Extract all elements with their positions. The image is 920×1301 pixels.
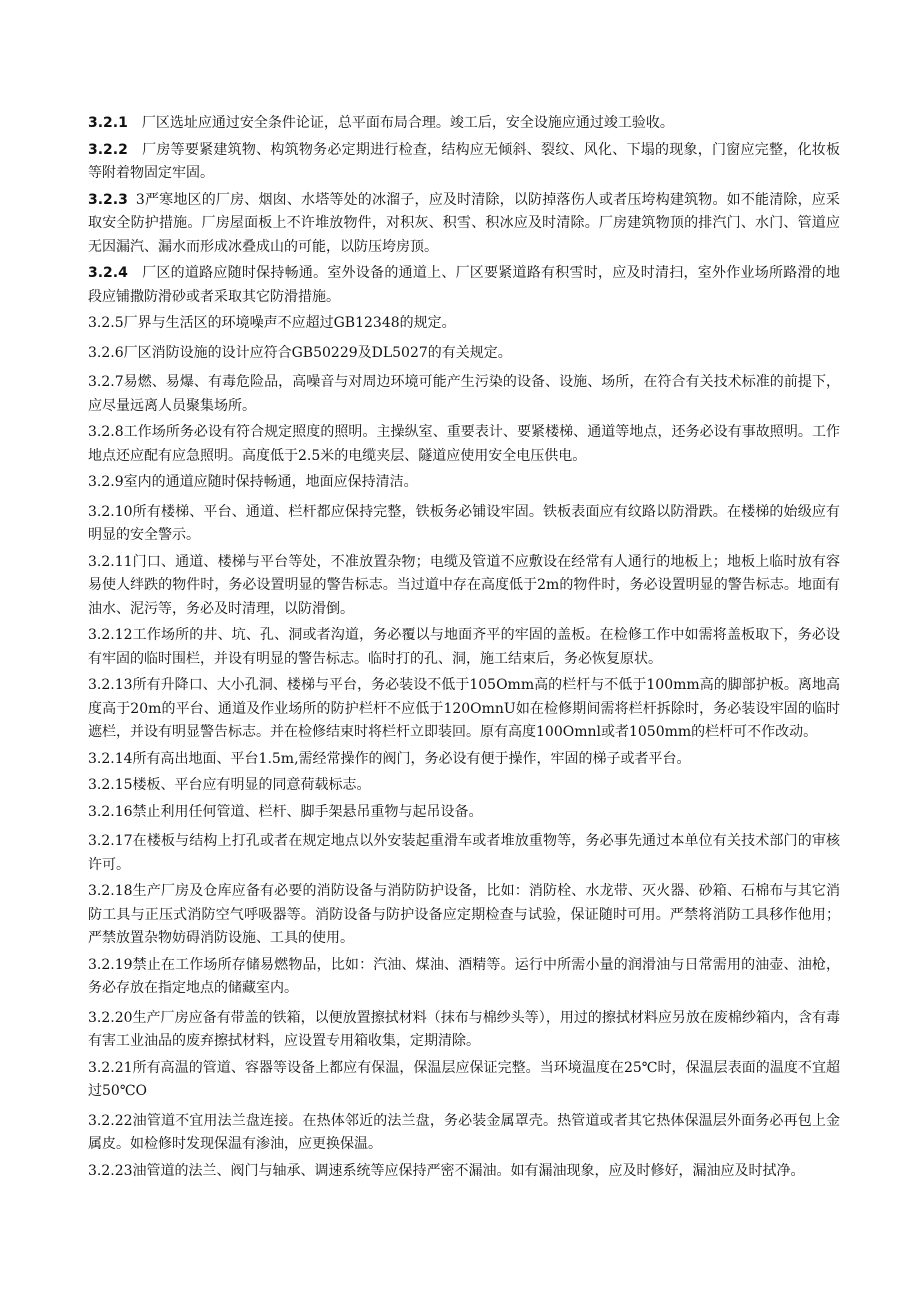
clause-text: 厂房等要紧建筑物、构筑物务必定期进行检查，结构应无倾斜、裂纹、风化、下塌的现象，门窗应完整，化妆板等附着物固定牢固。 — [88, 141, 840, 181]
clause-number: 3.2.12 — [88, 627, 133, 643]
clause-text: 在楼板与结构上打孔或者在规定地点以外安装起重滑车或者堆放重物等，务必事先通过本单位有关技术部门的审核许可。 — [88, 833, 840, 873]
clause-text: 禁止在工作场所存储易燃物品，比如：汽油、煤油、酒精等。运行中所需小量的润滑油与日常需用的油壶、油枪，务必存放在指定地点的储藏室内。 — [88, 956, 840, 996]
clause-number: 3.2.18 — [88, 883, 133, 899]
clause-text: 油管道的法兰、阀门与轴承、调速系统等应保持严密不漏油。如有漏油现象，应及时修好，漏油应及时拭净。 — [132, 1162, 805, 1179]
clause-3-2-11 — [88, 551, 840, 622]
clause-3-2-9 — [88, 471, 840, 495]
clause-text: 所有高出地面、平台1.5m,需经常操作的阀门，务必设有便于操作，牢固的梯子或者平台。 — [132, 750, 691, 767]
clause-number: 3.2.3 — [88, 191, 128, 208]
clause-number: 3.2.2 — [88, 141, 128, 158]
clause-number: 3.2.22 — [88, 1112, 133, 1129]
clause-3-2-4 — [88, 262, 840, 309]
clause-3-2-19 — [88, 954, 840, 1001]
clause-3-2-16 — [88, 801, 840, 825]
clause-number: 3.2.17 — [88, 833, 133, 849]
clause-text: 厂区选址应通过安全条件论证，总平面布局合理。竣工后，安全设施应通过竣工验收。 — [141, 115, 674, 131]
clause-text: 厂区消防设施的设计应符合GB50229及DL5027的有关规定。 — [123, 344, 512, 361]
clause-text: 楼板、平台应有明显的同意荷载标志。 — [132, 777, 371, 793]
clause-3-2-15 — [88, 774, 840, 798]
clause-3-2-22 — [88, 1110, 840, 1157]
clause-3-2-20 — [88, 1007, 840, 1054]
clause-text: 油管道不宜用法兰盘连接。在热体邻近的法兰盘，务必装金属罩壳。热管道或者其它热体保温层外面务必再包上金属皮。如检修时发现保温有渗油，应更换保温。 — [88, 1112, 840, 1152]
clause-number: 3.2.11 — [88, 553, 133, 570]
clause-text: 易燃、易爆、有毒危险品，高噪音与对周边环境可能产生污染的设备、设施、场所，在符合有关技术标准的前提下，应尽量远离人员聚集场所。 — [88, 374, 840, 414]
clause-3-2-6 — [88, 342, 840, 366]
clause-3-2-3 — [88, 189, 840, 260]
clause-text: 所有升降口、大小孔洞、楼梯与平台，务必装设不低于105Omm高的栏杆与不低于100mm高的脚部护板。离地高度高于20m的平台、通道及作业场所的防护栏杆不应低于120OmnU如在检修期间需将栏杆拆除时，务必装设牢固的临时遮栏，并设有明显警告标志。并在检修结束时将栏杆立即装回。原有高度100Omnl或者1050mm的栏杆可不作改动。 — [88, 677, 840, 740]
clause-3-2-21 — [88, 1057, 840, 1104]
clause-text: 厂区的道路应随时保持畅通。室外设备的通道上、厂区要紧道路有积雪时，应及时清扫，室外作业场所路滑的地段应铺撒防滑砂或者采取其它防滑措施。 — [88, 265, 840, 305]
clause-number: 3.2.9 — [88, 474, 124, 490]
clause-3-2-1 — [88, 112, 840, 136]
clause-number: 3.2.6 — [88, 344, 124, 361]
clause-3-2-17 — [88, 830, 840, 877]
clause-number: 3.2.7 — [88, 374, 124, 390]
clause-3-2-18 — [88, 880, 840, 951]
clause-number: 3.2.8 — [88, 424, 124, 440]
clause-number: 3.2.20 — [88, 1009, 133, 1026]
clause-number: 3.2.16 — [88, 803, 133, 820]
clause-text: 3严寒地区的厂房、烟囱、水塔等处的冰溜子，应及时清除，以防掉落伤人或者压垮构建筑物。如不能清除，应采取安全防护措施。厂房屋面板上不许堆放物件，对积灰、积雪、积冰应及时清除。厂房建筑物顶的排汽门、水门、管道应无因漏汽、漏水而形成冰叠成山的可能，以防压垮房顶。 — [88, 191, 840, 255]
clause-3-2-12 — [88, 624, 840, 671]
clause-3-2-23 — [88, 1160, 840, 1184]
clause-text: 所有楼梯、平台、通道、栏杆都应保持完整，铁板务必铺设牢固。铁板表面应有纹路以防滑跌。在楼梯的始级应有明显的安全警示。 — [88, 503, 840, 543]
clause-3-2-10 — [88, 501, 840, 548]
clause-text: 工作场所务必设有符合规定照度的照明。主操纵室、重要表计、要紧楼梯、通道等地点，还务必设有事故照明。工作地点还应配有应急照明。高度低于2.5米的电缆夹层、隧道应使用安全电压供电。 — [88, 424, 840, 464]
clause-text: 生产厂房及仓库应备有必要的消防设备与消防防护设备，比如：消防栓、水龙带、灭火器、砂箱、石棉布与其它消防工具与正压式消防空气呼吸器等。消防设备与防护设备应定期检查与试验，保证随时可用。严禁将消防工具移作他用；严禁放置杂物妨碍消防设施、工具的使用。 — [88, 883, 840, 946]
clause-number: 3.2.23 — [88, 1162, 133, 1179]
clause-number: 3.2.13 — [88, 677, 133, 693]
clause-number: 3.2.5 — [88, 315, 124, 331]
clause-number: 3.2.14 — [88, 750, 133, 767]
clause-number: 3.2.19 — [88, 956, 133, 973]
clause-text: 生产厂房应备有带盖的铁箱，以便放置擦拭材料（抹布与棉纱头等），用过的擦拭材料应另放在废棉纱箱内，含有毒有害工业油品的废弃擦拭材料，应设置专用箱收集，定期清除。 — [88, 1009, 840, 1049]
clause-number: 3.2.4 — [88, 265, 128, 281]
clause-text: 禁止利用任何管道、栏杆、脚手架悬吊重物与起吊设备。 — [132, 803, 483, 820]
clause-text: 门口、通道、楼梯与平台等处，不准放置杂物；电缆及管道不应敷设在经常有人通行的地板上；地板上临时放有容易使人绊跌的物件时，务必设置明显的警告标志。当过道中存在高度低于2m的物件时，务必设置明显的警告标志。地面有油水、泥污等，务必及时清理，以防滑倒。 — [88, 553, 840, 617]
clause-3-2-5 — [88, 312, 840, 336]
clause-number: 3.2.15 — [88, 777, 133, 793]
clause-text: 工作场所的井、坑、孔、洞或者沟道，务必覆以与地面齐平的牢固的盖板。在检修工作中如需将盖板取下，务必设有牢固的临时围栏，并设有明显的警告标志。临时打的孔、洞，施工结束后，务必恢复原状。 — [88, 627, 840, 667]
clause-3-2-14 — [88, 748, 840, 772]
clause-number: 3.2.21 — [88, 1059, 133, 1076]
clause-number: 3.2.1 — [88, 115, 128, 131]
clause-3-2-8 — [88, 421, 840, 468]
clause-text: 室内的通道应随时保持畅通，地面应保持清洁。 — [123, 474, 418, 490]
clause-3-2-2 — [88, 139, 840, 186]
clause-number: 3.2.10 — [88, 503, 133, 520]
clause-3-2-13 — [88, 674, 840, 745]
clause-3-2-7 — [88, 371, 840, 418]
clause-text: 所有高温的管道、容器等设备上都应有保温，保温层应保证完整。当环境温度在25℃时，保温层表面的温度不宜超过50℃O — [88, 1059, 840, 1099]
clause-text: 厂界与生活区的环境噪声不应超过GB12348的规定。 — [123, 315, 456, 331]
